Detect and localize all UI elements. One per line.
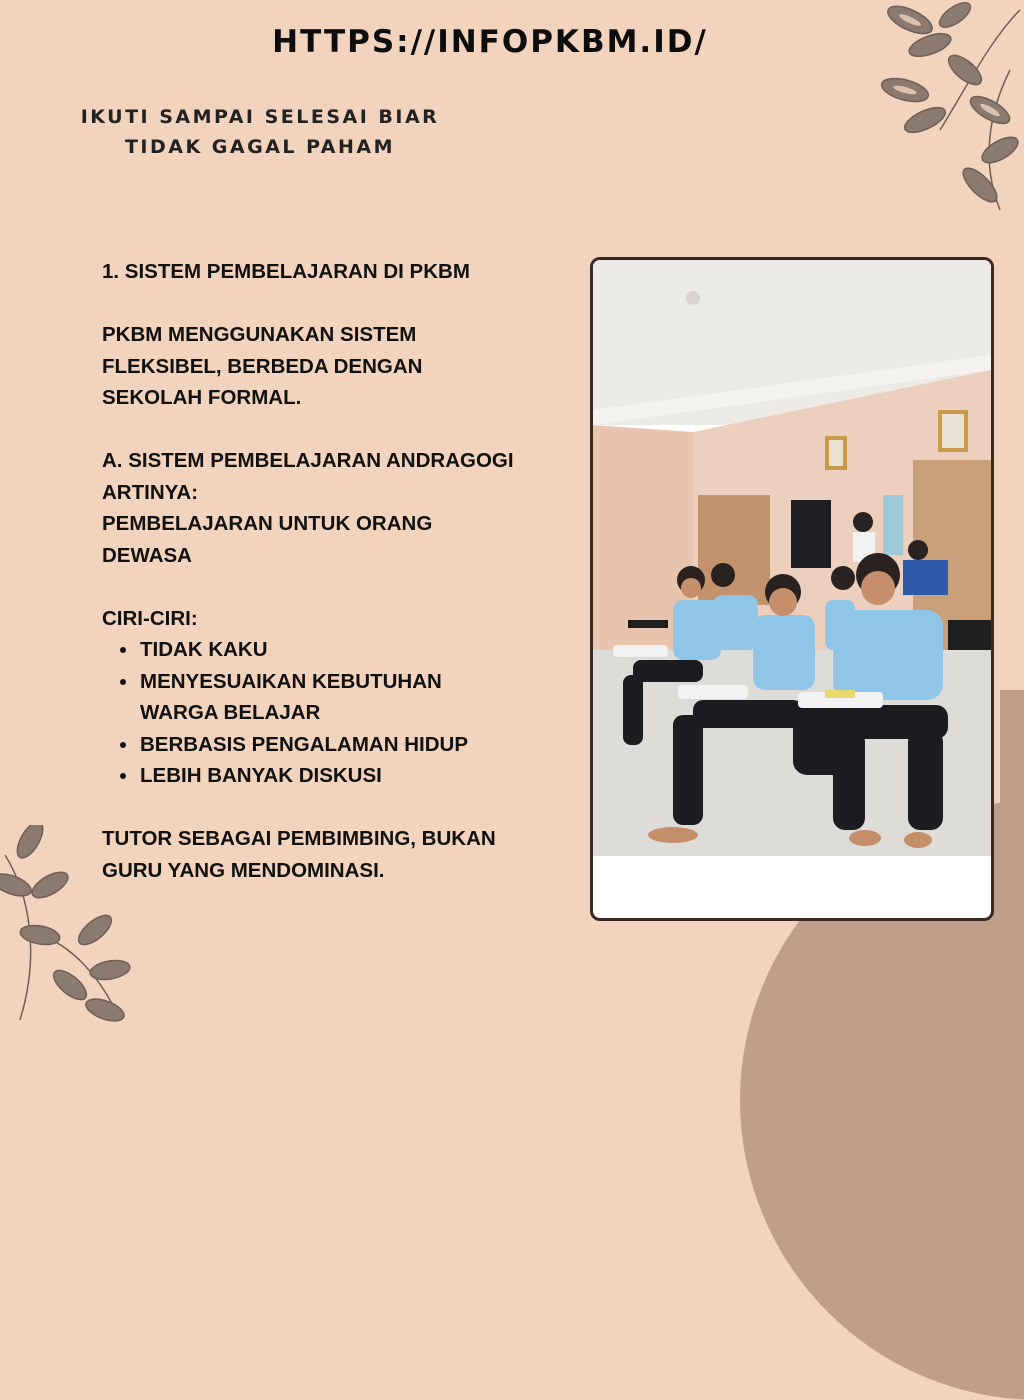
tagline-line: TIDAK GAGAL PAHAM [124, 136, 396, 158]
list-item-text: MENYESUAIKAN KEBUTUHAN [140, 669, 442, 693]
definition-label: ARTINYA: [102, 480, 199, 504]
leaf-branch-icon [0, 825, 140, 1024]
definition-text: DEWASA [102, 543, 192, 567]
leaf-branch-icon [880, 0, 1024, 215]
list-item: LEBIH BANYAK DISKUSI [140, 760, 562, 792]
section-title: 1. SISTEM PEMBELAJARAN DI PKBM [102, 260, 470, 283]
decorative-side-bar [1000, 690, 1024, 1024]
intro-text: SEKOLAH FORMAL. [102, 386, 302, 409]
definition-text: PEMBELAJARAN UNTUK ORANG [102, 512, 433, 535]
photo-frame [590, 257, 994, 921]
list-item [140, 666, 562, 729]
tagline [60, 102, 460, 162]
list-item: TIDAK KAKU [140, 634, 562, 666]
list-item: BERBASIS PENGALAMAN HIDUP [140, 729, 562, 761]
site-url-heading: HTTPS://INFOPKBM.ID/ [272, 24, 708, 60]
article-body [102, 256, 562, 886]
characteristics-list [102, 634, 562, 792]
closing-text: TUTOR SEBAGAI PEMBIMBING, BUKAN [102, 827, 496, 850]
characteristics-title: CIRI-CIRI: [102, 606, 198, 630]
tagline-line: IKUTI SAMPAI SELESAI BIAR [80, 106, 440, 128]
intro-text: FLEKSIBEL, BERBEDA DENGAN [102, 354, 423, 378]
intro-text: PKBM MENGGUNAKAN SISTEM [102, 323, 417, 346]
classroom-photo [593, 260, 991, 856]
subsection-title: A. SISTEM PEMBELAJARAN ANDRAGOGI [102, 449, 514, 472]
list-item-text: WARGA BELAJAR [140, 701, 321, 724]
closing-text: GURU YANG MENDOMINASI. [102, 858, 385, 882]
